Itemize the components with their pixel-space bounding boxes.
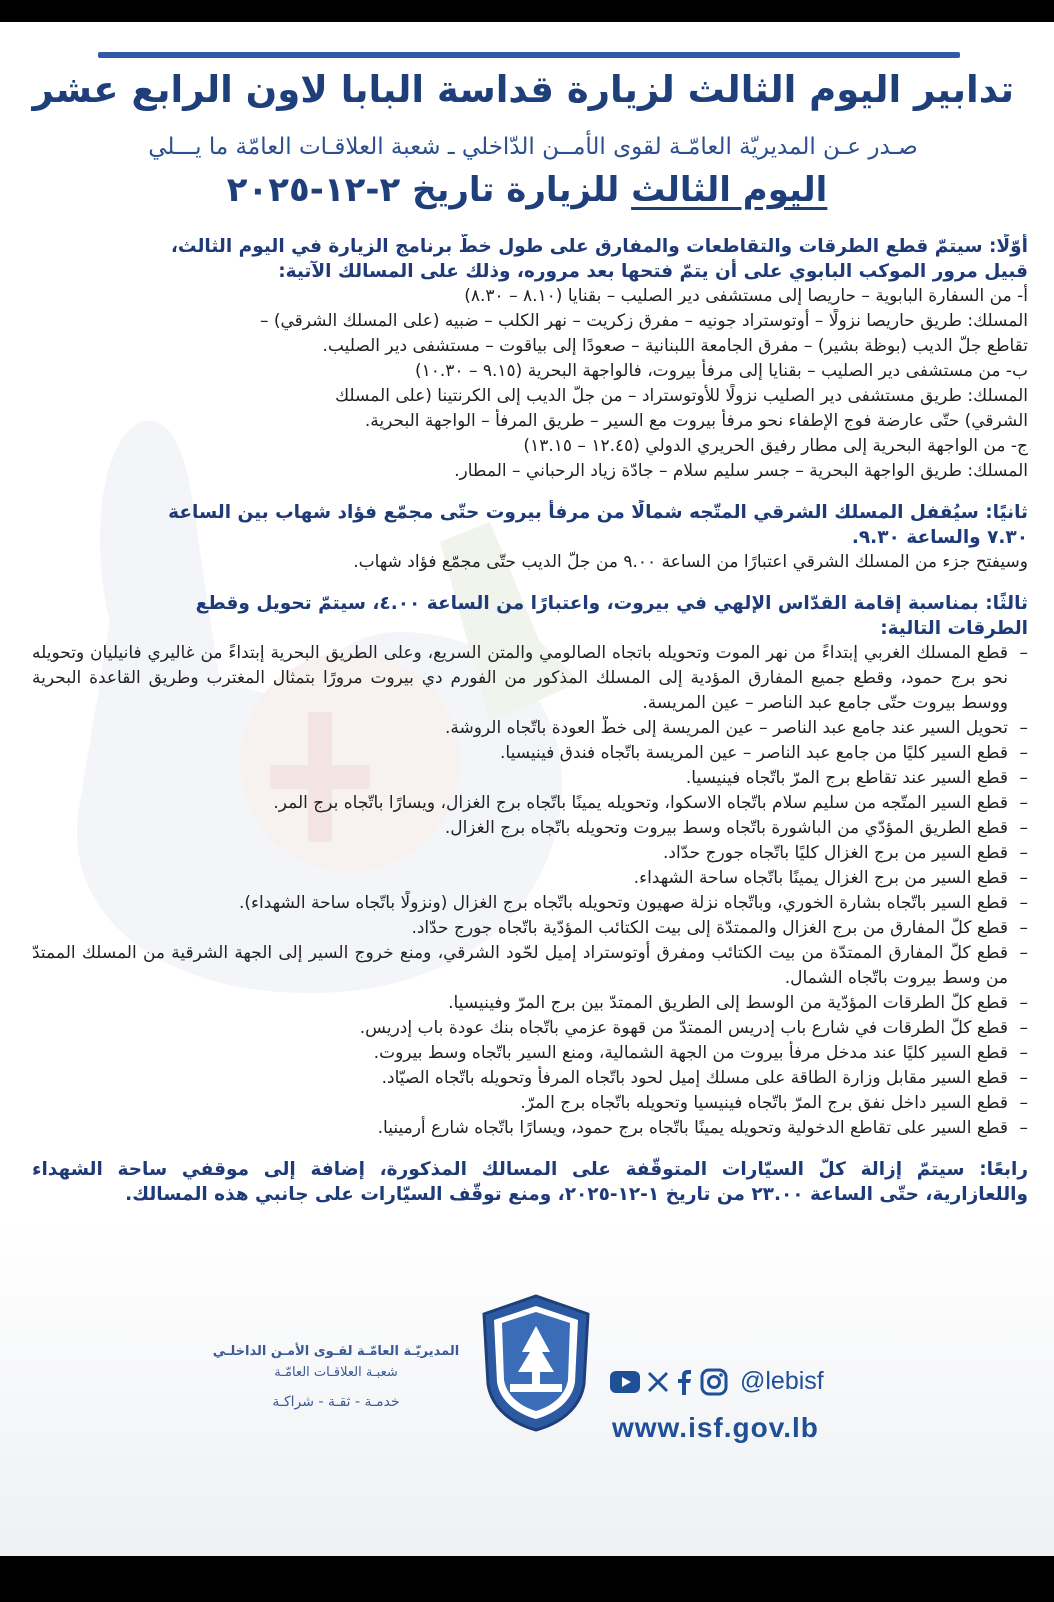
section-second-note: وسيفتح جزء من المسلك الشرقي اعتبارًا من الساعة ٩.٠٠ من جلّ الديب حتّى مجمّع فؤاد شهاب. [353,552,1028,572]
day-label: اليوم الثالث [631,170,828,210]
section-fourth [32,1157,1028,1207]
section-second-heading-cont: ٧.٣٠ والساعة ٩.٣٠. [851,527,1028,548]
closure-item: – قطع السير كليًا من جامع عبد الناصر – عين المريسة باتّجاه فندق فينيسيا. [32,741,1028,766]
social-links [610,1367,824,1396]
closure-item: – قطع السير داخل نفق برج المرّ باتّجاه فينيسيا وتحويله باتّجاه برج المرّ. [32,1091,1028,1116]
route-line: المسلك: طريق الواجهة البحرية – جسر سليم سلام – جادّة زياد الرحباني – المطار. [454,461,1028,481]
isf-emblem-icon [480,1292,592,1432]
x-icon[interactable] [646,1370,670,1394]
closure-item: – قطع السير باتّجاه بشارة الخوري، وباتّجاه نزلة صهيون وتحويله باتّجاه برج الغزال (ونزولًا باتّجاه ساحة الشهداء). [32,891,1028,916]
section-second [32,500,1028,575]
section-fourth-text: رابعًا: سيتمّ إزالة كلّ السيّارات المتوقّفة على المسالك المذكورة، إضافة إلى موقفي ساحة الشهداء واللعازارية، حتّى الساعة ٢٣.٠٠ من تاريخ ١-١٢-٢٠٢٥، ومنع توقّف السيّارات على جانبي هذه المسالك. [32,1159,1028,1205]
issuer-line: صـدر عـن المديريّة العامّـة لقوى الأمــن الدّاخلي ـ شعبة العلاقـات العامّة ما يـــلي [148,134,918,160]
route-line: ج- من الواجهة البحرية إلى مطار رفيق الحريري الدولي (١٢.٤٥ – ١٣.١٥) [523,436,1028,456]
section-third-heading-cont: الطرقات التالية: [880,618,1028,639]
route-line: الشرقي) حتّى عارضة فوج الإطفاء نحو مرفأ بيروت مع السير – طريق المرفأ – الواجهة البحرية. [364,411,1028,431]
website-link[interactable]: www.isf.gov.lb [612,1412,819,1443]
closure-item: – قطع السير على تقاطع الدخولية وتحويله يمينًا باتّجاه برج حمود، ويسارًا باتّجاه شارع أرمينيا. [32,1116,1028,1141]
route-line: ب- من مستشفى دير الصليب – بقنايا إلى مرفأ بيروت، فالواجهة البحرية (٩.١٥ – ١٠.٣٠) [414,361,1028,381]
closure-item: – قطع السير من برج الغزال كليًا باتّجاه جورج حدّاد. [32,841,1028,866]
route-line: المسلك: طريق حاريصا نزولًا – أوتوستراد جونيه – مفرق زكريت – نهر الكلب – ضبيه (على المسلك الشرقي) – [259,311,1028,331]
section-third [32,591,1028,1141]
closure-item: – تحويل السير عند جامع عبد الناصر – عين المريسة إلى خطّ العودة باتّجاه الروشة. [32,716,1028,741]
closure-item: – قطع السير من برج الغزال يمينًا باتّجاه ساحة الشهداء. [32,866,1028,891]
section-first-heading: أوّلًا: سيتمّ قطع الطرقات والتقاطعات والمفارق على طول خطّ برنامج الزيارة في اليوم الثالث، [170,236,1028,257]
closure-item: – قطع المسلك الغربي إبتداءً من نهر الموت وتحويله باتجاه الصالومي والمتن السريع، وعلى الطريق البحرية إبتداءً من غاليري فانيليان وتحويله نحو برج حمود، وقطع جميع المفارق المؤدية إلى المسلك المذكور من الفورم دي بيروت مرورًا بتمثال المغترب وطريق القاعدة البحرية ووسط بيروت حتّى جامع عبد الناصر – عين المريسة. [32,641,1028,716]
route-line: المسلك: طريق مستشفى دير الصليب نزولًا للأوتوستراد – من جلّ الديب إلى الكرنتينا (على المسلك [335,386,1028,406]
statement-body [32,234,1028,1223]
section-second-heading: ثانيًا: سيُقفل المسلك الشرقي المتّجه شمالًا من مرفأ بيروت حتّى مجمّع فؤاد شهاب بين الساعة [168,502,1028,523]
closure-item: – قطع كلّ المفارق من برج الغزال والممتدّة إلى بيت الكتائب المؤدّية باتّجاه جورج حدّاد. [32,916,1028,941]
section-third-heading: ثالثًا: بمناسبة إقامة القدّاس الإلهي في بيروت، واعتبارًا من الساعة ٤.٠٠، سيتمّ تحويل وقطع [195,593,1028,614]
closure-item: – قطع السير مقابل وزارة الطاقة على مسلك إميل لحود باتّجاه المرفأ وتحويله باتّجاه الصيّاد. [32,1066,1028,1091]
section-first-heading-cont: قبيل مرور الموكب البابوي على أن يتمّ فتحها بعد مروره، وذلك على المسالك الآتية: [278,261,1028,282]
closure-item: – قطع السير المتّجه من سليم سلام باتّجاه الاسكوا، وتحويله يمينًا باتّجاه برج الغزال، ويسارًا باتّجاه برج المر. [32,791,1028,816]
facebook-icon[interactable] [676,1368,694,1396]
closure-item: – قطع الطريق المؤدّي من الباشورة باتّجاه وسط بيروت وتحويله باتّجاه برج الغزال. [32,816,1028,841]
closure-item: – قطع السير كليًا عند مدخل مرفأ بيروت من الجهة الشمالية، ومنع السير باتّجاه وسط بيروت. [32,1041,1028,1066]
footer-organization [196,1344,476,1410]
closure-item: – قطع كلّ المفارق الممتدّة من بيت الكتائب ومفرق أوتوستراد إميل لحّود الشرقي، ومنع خروج السير إلى الجهة الشرقية من المسلك الممتدّ من وسط بيروت باتّجاه الشمال. [32,941,1028,991]
top-rule [98,52,960,58]
social-handle[interactable]: @lebisf [740,1367,824,1395]
section-first [32,234,1028,484]
route-line: أ- من السفارة البابوية – حاريصا إلى مستشفى دير الصليب – بقنايا (٨.١٠ – ٨.٣٠) [464,286,1028,306]
date-label: للزيارة تاريخ ٢-١٢-٢٠٢٥ [226,170,620,210]
org-motto: خدمـة - ثقـة - شراكـة [272,1394,400,1410]
closure-item: – قطع كلّ الطرقات المؤدّية من الوسط إلى الطريق الممتدّ بين برج المرّ وفينيسيا. [32,991,1028,1016]
youtube-icon[interactable] [610,1371,640,1393]
closure-item: – قطع السير عند تقاطع برج المرّ باتّجاه فينيسيا. [32,766,1028,791]
date-heading [180,170,874,210]
route-line: تقاطع جلّ الديب (بوظة بشير) – مفرق الجامعة اللبنانية – صعودًا إلى بياقوت – مستشفى دير الصليب. [322,336,1028,356]
org-name: المديريّـة العامّـة لقـوى الأمـن الداخلـي [212,1344,460,1359]
statement-page [0,22,1054,1556]
org-department: شعبـة العلاقـات العامّـة [274,1365,398,1380]
closure-item: – قطع كلّ الطرقات في شارع باب إدريس الممتدّ من قهوة عزمي باتّجاه بنك عودة باب إدريس. [32,1016,1028,1041]
instagram-icon[interactable] [700,1368,728,1396]
page-title: تدابير اليوم الثالث لزيارة قداسة البابا لاون الرابع عشر [32,68,1014,111]
